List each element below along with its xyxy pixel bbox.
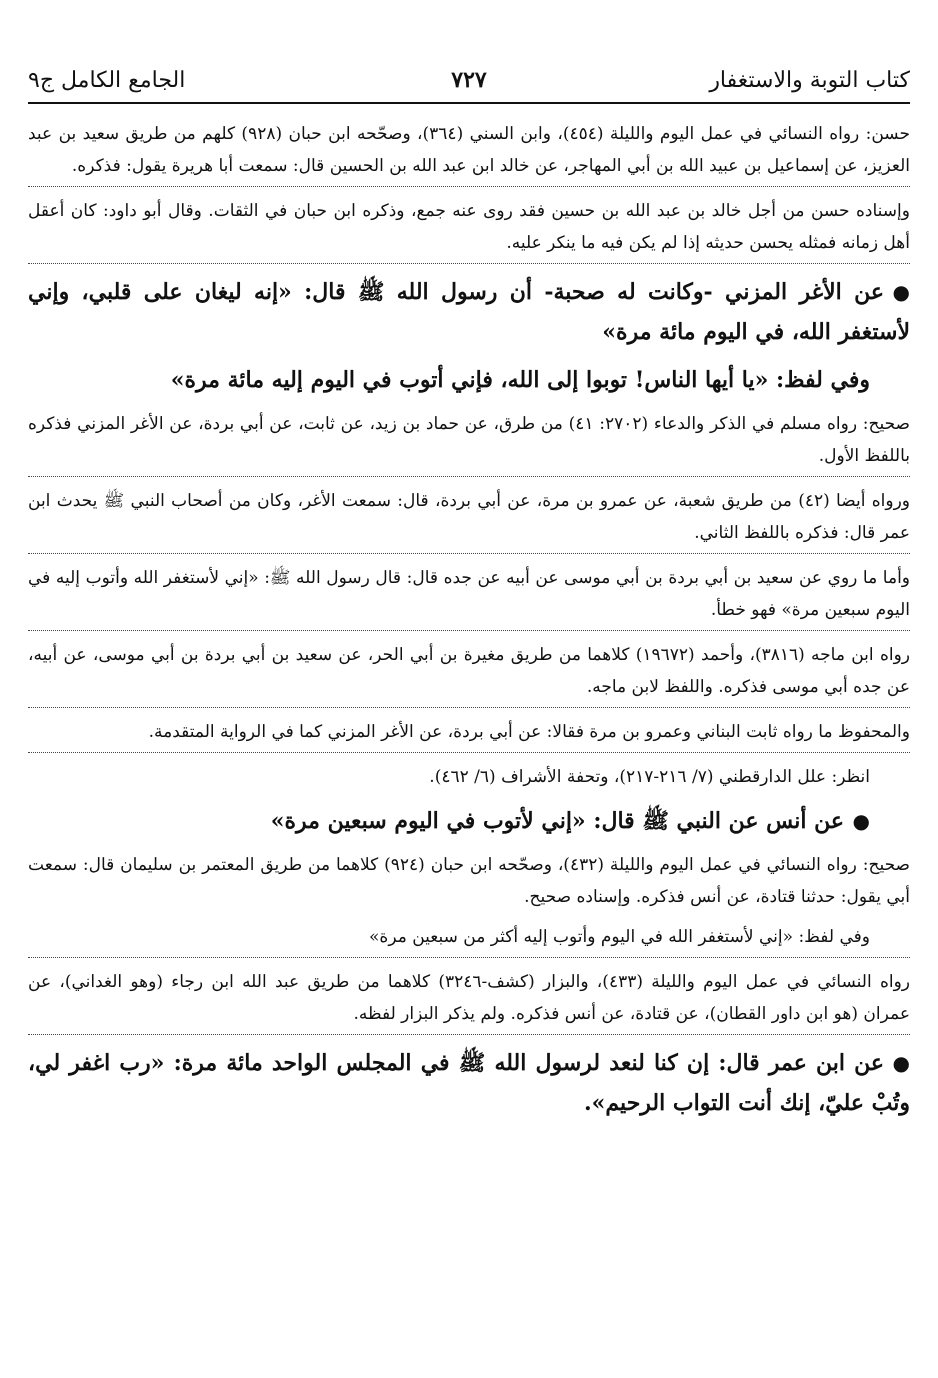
commentary-paragraph xyxy=(28,966,910,1035)
commentary-paragraph xyxy=(28,849,910,913)
paragraph-text: عن ابن عمر قال: إن كنا لنعد لرسول الله ﷺ في المجلس الواحد مائة مرة: «رب اغفر لي، وتُبْ عليّ، إنك أنت التواب الرحيم». xyxy=(28,1050,910,1116)
page-number: ٧٢٧ xyxy=(451,67,487,93)
hadith-paragraph xyxy=(28,272,910,352)
page-body xyxy=(28,118,910,1131)
book-title: الجامع الكامل ج٩ xyxy=(28,67,186,93)
chapter-title: كتاب التوبة والاستغفار xyxy=(709,67,910,93)
bullet-icon: ● xyxy=(852,809,870,833)
bullet-icon: ● xyxy=(892,280,910,304)
bullet-icon: ● xyxy=(892,1051,910,1075)
hadith-paragraph xyxy=(28,801,910,841)
paragraph-text: عن أنس عن النبي ﷺ قال: «إني لأتوب في اليوم سبعين مرة» xyxy=(270,808,844,834)
commentary-paragraph xyxy=(28,716,910,753)
paragraph-text: وأما ما روي عن سعيد بن أبي بردة بن أبي موسى عن أبيه عن جده قال: قال رسول الله ﷺ: «إني لأستغفر الله وأتوب إليه في اليوم سبعين مرة» فهو خطأ. xyxy=(28,568,910,620)
paragraph-text: وفي لفظ: «يا أيها الناس! توبوا إلى الله، فإني أتوب في اليوم إليه مائة مرة» xyxy=(170,367,870,393)
hadith-paragraph xyxy=(28,1043,910,1123)
commentary-paragraph xyxy=(28,761,910,793)
commentary-paragraph xyxy=(28,562,910,631)
paragraph-text: حسن: رواه النسائي في عمل اليوم والليلة (٤٥٤)، وابن السني (٣٦٤)، وصحّحه ابن حبان (٩٢٨) كلهم من طريق سعيد بن عبد العزيز، عن إسماعيل بن عبيد الله بن أبي المهاجر، عن خالد ابن عبد الله بن الحسين قال: سمعت أبا هريرة يقول: فذكره. xyxy=(28,124,910,176)
paragraph-text: عن الأغر المزني -وكانت له صحبة- أن رسول الله ﷺ قال: «إنه ليغان على قلبي، وإني لأستغفر الله، في اليوم مائة مرة» xyxy=(28,279,910,345)
paragraph-text: وإسناده حسن من أجل خالد بن عبد الله بن حسين فقد روى عنه جمع، وذكره ابن حبان في الثقات. وقال أبو داود: كان أعقل أهل زمانه فمثله يحسن حديثه إذا لم يكن فيه ما ينكر عليه. xyxy=(28,201,910,253)
commentary-paragraph xyxy=(28,118,910,187)
paragraph-text: وفي لفظ: «إني لأستغفر الله في اليوم وأتوب إليه أكثر من سبعين مرة» xyxy=(369,927,870,947)
paragraph-text: ورواه أيضا (٤٢) من طريق شعبة، عن عمرو بن مرة، عن أبي بردة، قال: سمعت الأغر، وكان من أصحاب النبي ﷺ يحدث ابن عمر قال: فذكره باللفظ الثاني. xyxy=(28,491,911,543)
paragraph-text: صحيح: رواه النسائي في عمل اليوم والليلة (٤٣٢)، وصحّحه ابن حبان (٩٢٤) كلاهما من طريق المعتمر بن سليمان قال: سمعت أبي يقول: حدثنا قتادة، عن أنس فذكره. وإسناده صحيح. xyxy=(28,855,910,907)
commentary-paragraph xyxy=(28,360,910,400)
paragraph-text: رواه النسائي في عمل اليوم والليلة (٤٣٣)، والبزار (كشف-٣٢٤٦) كلاهما من طريق عبد الله ابن رجاء (وهو الغداني)، عن عمران (هو ابن داور القطان)، عن قتادة، عن أنس فذكره. ولم يذكر البزار لفظه. xyxy=(28,972,910,1024)
commentary-paragraph xyxy=(28,639,910,708)
commentary-paragraph xyxy=(28,921,910,958)
paragraph-text: والمحفوظ ما رواه ثابت البناني وعمرو بن مرة فقالا: عن أبي بردة، عن الأغر المزني كما في الرواية المتقدمة. xyxy=(148,722,910,742)
paragraph-text: انظر: علل الدارقطني (٧/ ٢١٦-٢١٧)، وتحفة الأشراف (٦/ ٤٦٢). xyxy=(429,767,870,787)
paragraph-text: صحيح: رواه مسلم في الذكر والدعاء (٢٧٠٢: ٤١) من طرق، عن حماد بن زيد، عن ثابت، عن أبي بردة، عن الأغر المزني فذكره باللفظ الأول. xyxy=(28,414,910,466)
paragraph-text: رواه ابن ماجه (٣٨١٦)، وأحمد (١٩٦٧٢) كلاهما من طريق مغيرة بن أبي الحر، عن سعيد بن أبي بردة بن أبي موسى، عن أبيه، عن جده أبي موسى فذكره. واللفظ لابن ماجه. xyxy=(28,645,910,697)
commentary-paragraph xyxy=(28,485,910,554)
commentary-paragraph xyxy=(28,408,910,477)
commentary-paragraph xyxy=(28,195,910,264)
page-header xyxy=(28,58,910,104)
